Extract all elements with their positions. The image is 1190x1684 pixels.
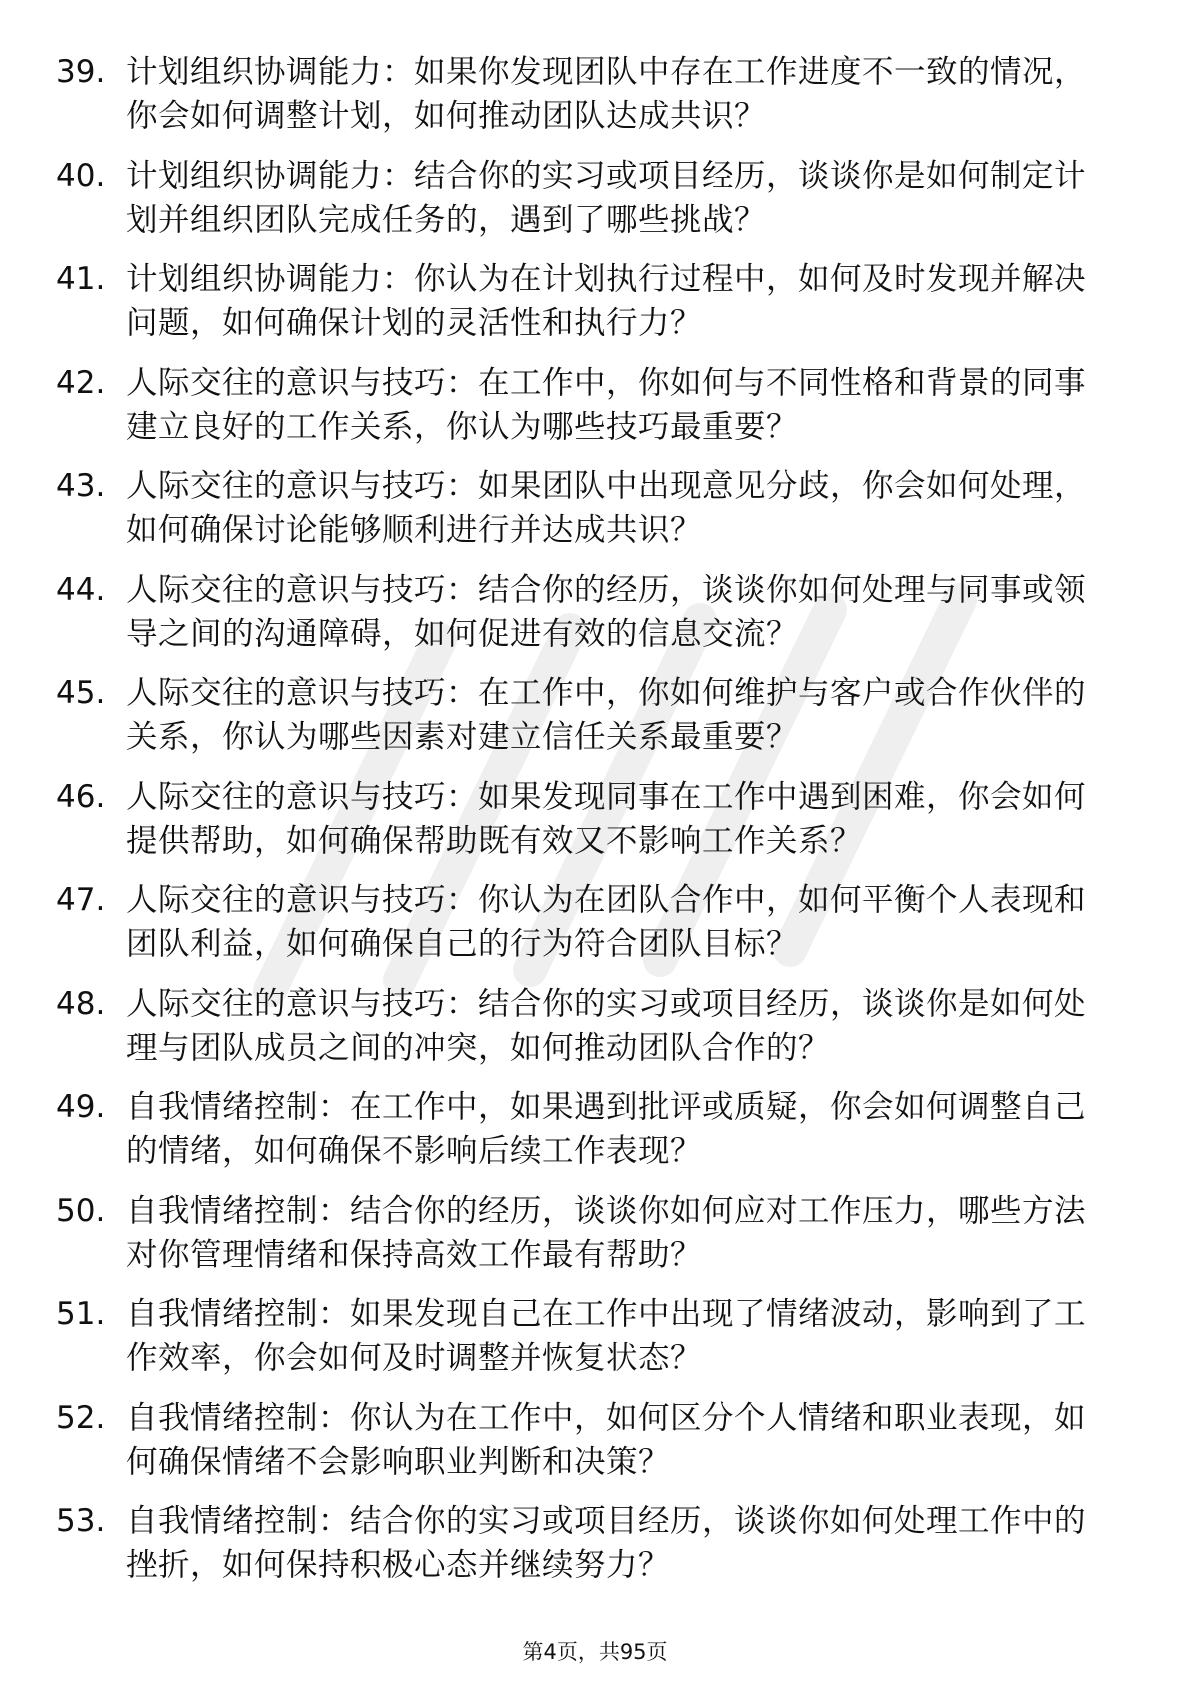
- list-item: [56, 1396, 1116, 1500]
- list-item: [56, 1292, 1116, 1396]
- question-text: 计划组织协调能力：结合你的实习或项目经历，谈谈你是如何制定计划并组织团队完成任务的，遇到了哪些挑战？: [126, 157, 1087, 238]
- question-number: 50.: [56, 1192, 106, 1229]
- question-number: 53.: [56, 1503, 106, 1539]
- question-number: 43.: [56, 468, 106, 504]
- question-text: 人际交往的意识与技巧：在工作中，你如何维护与客户或合作伙伴的关系，你认为哪些因素对建立信任关系最重要？: [126, 675, 1087, 755]
- list-item: [56, 568, 1116, 672]
- question-number: 48.: [56, 985, 106, 1022]
- list-item: [56, 982, 1116, 1086]
- question-number: 44.: [56, 571, 106, 608]
- question-text: 自我情绪控制：结合你的经历，谈谈你如何应对工作压力，哪些方法对你管理情绪和保持高效工作最有帮助？: [126, 1192, 1087, 1273]
- question-text: 计划组织协调能力：如果你发现团队中存在工作进度不一致的情况，你会如何调整计划，如何推动团队达成共识？: [126, 54, 1087, 134]
- question-text: 人际交往的意识与技巧：如果发现同事在工作中遇到困难，你会如何提供帮助，如何确保帮助既有效又不影响工作关系？: [126, 778, 1087, 859]
- question-number: 45.: [56, 675, 106, 711]
- question-text: 人际交往的意识与技巧：如果团队中出现意见分歧，你会如何处理，如何确保讨论能够顺利进行并达成共识？: [126, 468, 1087, 548]
- question-text: 人际交往的意识与技巧：结合你的经历，谈谈你如何处理与同事或领导之间的沟通障碍，如何促进有效的信息交流？: [126, 571, 1087, 652]
- question-list: [56, 50, 1116, 1603]
- list-item: [56, 464, 1116, 568]
- list-item: [56, 1499, 1116, 1603]
- question-number: 40.: [56, 157, 106, 194]
- list-item: [56, 775, 1116, 879]
- list-item: [56, 1085, 1116, 1189]
- question-text: 人际交往的意识与技巧：在工作中，你如何与不同性格和背景的同事建立良好的工作关系，你认为哪些技巧最重要？: [126, 364, 1087, 445]
- question-number: 47.: [56, 882, 106, 918]
- question-text: 计划组织协调能力：你认为在计划执行过程中，如何及时发现并解决问题，如何确保计划的灵活性和执行力？: [126, 261, 1087, 341]
- question-text: 自我情绪控制：在工作中，如果遇到批评或质疑，你会如何调整自己的情绪，如何确保不影响后续工作表现？: [126, 1089, 1087, 1169]
- question-number: 41.: [56, 261, 106, 297]
- list-item: [56, 361, 1116, 465]
- question-text: 自我情绪控制：如果发现自己在工作中出现了情绪波动，影响到了工作效率，你会如何及时调整并恢复状态？: [126, 1296, 1087, 1376]
- question-text: 自我情绪控制：你认为在工作中，如何区分个人情绪和职业表现，如何确保情绪不会影响职业判断和决策？: [126, 1399, 1087, 1480]
- list-item: [56, 154, 1116, 258]
- question-number: 46.: [56, 778, 106, 815]
- question-text: 人际交往的意识与技巧：结合你的实习或项目经历，谈谈你是如何处理与团队成员之间的冲突，如何推动团队合作的？: [126, 985, 1087, 1066]
- list-item: [56, 1189, 1116, 1293]
- list-item: [56, 50, 1116, 154]
- list-item: [56, 257, 1116, 361]
- page-number-label: 第4页，共95页: [522, 1640, 668, 1664]
- question-number: 39.: [56, 54, 106, 90]
- page-footer: [0, 1638, 1190, 1666]
- question-text: 自我情绪控制：结合你的实习或项目经历，谈谈你如何处理工作中的挫折，如何保持积极心态并继续努力？: [126, 1503, 1087, 1583]
- question-text: 人际交往的意识与技巧：你认为在团队合作中，如何平衡个人表现和团队利益，如何确保自己的行为符合团队目标？: [126, 882, 1087, 962]
- question-number: 49.: [56, 1089, 106, 1125]
- question-number: 52.: [56, 1399, 106, 1436]
- list-item: [56, 671, 1116, 775]
- question-number: 51.: [56, 1296, 106, 1332]
- question-number: 42.: [56, 364, 106, 401]
- list-item: [56, 878, 1116, 982]
